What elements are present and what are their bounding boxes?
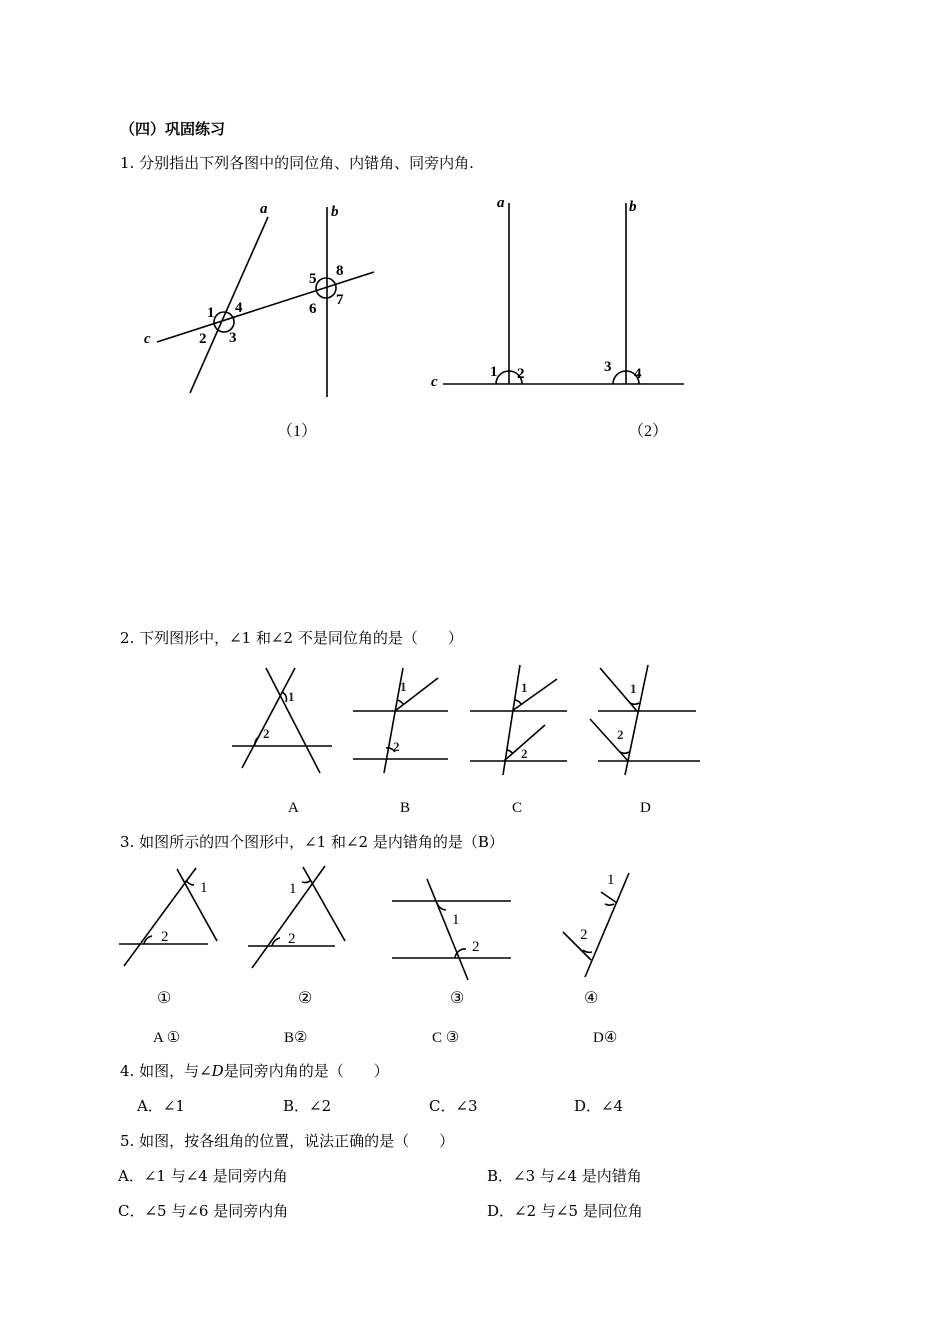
q3f1-angle-2: 2 xyxy=(161,929,169,945)
q1f2-angle-4: 4 xyxy=(634,366,642,382)
q3-figure-2 xyxy=(248,866,345,968)
q3-option-b: B② xyxy=(284,1030,308,1046)
q3f1-angle-1: 1 xyxy=(200,880,208,896)
q5-option-b: B．∠3 与∠4 是内错角 xyxy=(487,1167,642,1185)
q5-option-d: D．∠2 与∠5 是同位角 xyxy=(487,1202,643,1220)
q3-figure-3 xyxy=(392,879,511,980)
q4-option-b: B．∠2 xyxy=(283,1097,332,1115)
q2c-angle-1: 1 xyxy=(521,680,528,695)
q3-option-d: D④ xyxy=(593,1030,618,1046)
q2a-angle-2: 2 xyxy=(263,726,270,741)
q3f3-angle-2: 2 xyxy=(472,939,480,955)
q1f1-angle-1: 1 xyxy=(207,305,215,321)
q1f1-label-a: a xyxy=(260,201,268,217)
q1f1-angle-4: 4 xyxy=(235,300,243,316)
q3f4-angle-1: 1 xyxy=(607,872,615,888)
q3-option-c: C ③ xyxy=(432,1030,460,1046)
q1f2-caption: （2） xyxy=(628,423,669,440)
q2d-angle-1: 1 xyxy=(630,681,637,696)
q1f1-label-c: c xyxy=(144,331,151,347)
q1f1-angle-2: 2 xyxy=(199,331,207,347)
q2-option-b: B xyxy=(400,800,411,816)
q5-option-a: A．∠1 与∠4 是同旁内角 xyxy=(118,1167,288,1185)
q3-figure-label-1: ① xyxy=(157,990,172,1007)
q2b-angle-2: 2 xyxy=(393,739,400,754)
section-title: （四）巩固练习 xyxy=(120,120,226,138)
q2d-angle-2: 2 xyxy=(617,727,624,742)
q2b-angle-1: 1 xyxy=(400,679,407,694)
q2-option-a: A xyxy=(288,800,299,816)
q2-figure-c xyxy=(470,665,567,775)
q3-figure-label-4: ④ xyxy=(584,990,599,1007)
q1f2-angle-3: 3 xyxy=(604,359,612,375)
q4-option-a: A．∠1 xyxy=(137,1097,185,1115)
question-2: 2. 下列图形中，∠1 和∠2 不是同位角的是（ ） xyxy=(120,629,463,647)
q2a-angle-1: 1 xyxy=(288,689,295,704)
q2-figure-a xyxy=(232,668,332,773)
q4-option-c: C．∠3 xyxy=(429,1097,478,1115)
q3f4-angle-2: 2 xyxy=(580,927,588,943)
q3-figure-label-2: ② xyxy=(298,990,313,1007)
q1f1-label-b: b xyxy=(331,204,339,220)
q1f2-angle-2: 2 xyxy=(517,366,525,382)
q1-figure-2 xyxy=(443,203,684,384)
q2c-angle-2: 2 xyxy=(521,746,528,761)
q1f1-angle-3: 3 xyxy=(229,330,237,346)
q1f2-label-b: b xyxy=(629,199,637,215)
q1f1-caption: （1） xyxy=(277,423,318,440)
q2-option-d: D xyxy=(640,800,651,816)
q3-figure-label-3: ③ xyxy=(450,990,465,1007)
q3f2-angle-2: 2 xyxy=(288,931,296,947)
q1f2-label-c: c xyxy=(431,374,438,390)
q1f1-angle-7: 7 xyxy=(336,292,344,308)
question-4: 4. 如图，与∠D是同旁内角的是（ ） xyxy=(120,1062,389,1080)
q3f3-angle-1: 1 xyxy=(452,912,460,928)
q1f1-angle-6: 6 xyxy=(309,301,317,317)
q4-option-d: D．∠4 xyxy=(574,1097,624,1115)
q2-figure-d xyxy=(590,665,700,775)
q3f2-angle-1: 1 xyxy=(289,881,297,897)
q1f2-angle-1: 1 xyxy=(490,364,498,380)
q1f1-angle-5: 5 xyxy=(309,271,317,287)
question-5: 5. 如图，按各组角的位置，说法正确的是（ ） xyxy=(120,1132,455,1150)
question-1: 1. 分别指出下列各图中的同位角、内错角、同旁内角. xyxy=(120,154,474,172)
q1f2-label-a: a xyxy=(497,195,505,211)
q3-option-a: A ① xyxy=(153,1030,181,1046)
q2-option-c: C xyxy=(512,800,523,816)
q3-figure-4 xyxy=(563,873,629,977)
q5-option-c: C．∠5 与∠6 是同旁内角 xyxy=(118,1202,289,1220)
question-3: 3. 如图所示的四个图形中，∠1 和∠2 是内错角的是（B） xyxy=(120,833,504,851)
q1f1-angle-8: 8 xyxy=(336,263,344,279)
